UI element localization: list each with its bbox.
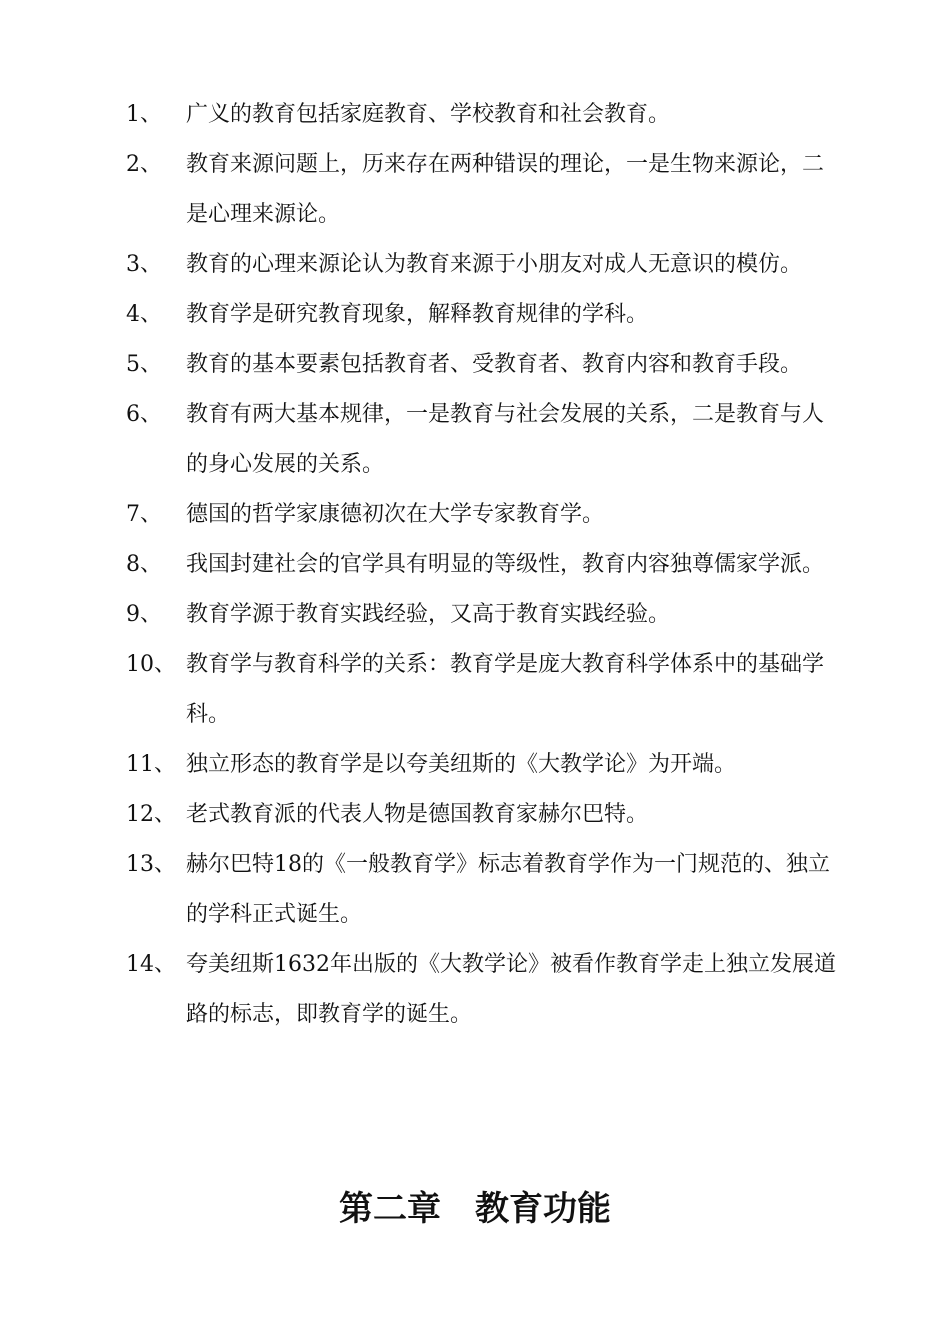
list-item xyxy=(126,590,846,640)
item-text: 教育来源问题上，历来存在两种错误的理论，一是生物来源论，二是心理来源论。 xyxy=(186,152,825,227)
item-text: 教育的心理来源论认为教育来源于小朋友对成人无意识的模仿。 xyxy=(186,252,803,277)
knowledge-point-list xyxy=(126,90,846,1040)
item-number: 5、 xyxy=(126,352,162,377)
item-text: 独立形态的教育学是以夸美纽斯的《大教学论》为开端。 xyxy=(186,752,737,777)
item-number: 8、 xyxy=(126,552,162,577)
item-text: 我国封建社会的官学具有明显的等级性，教育内容独尊儒家学派。 xyxy=(186,552,825,577)
list-item xyxy=(126,340,846,390)
item-number: 3、 xyxy=(126,252,162,277)
list-item xyxy=(126,140,846,240)
list-item xyxy=(126,740,846,790)
item-text: 广义的教育包括家庭教育、学校教育和社会教育。 xyxy=(186,102,671,127)
item-number: 7、 xyxy=(126,502,162,527)
item-text: 教育有两大基本规律，一是教育与社会发展的关系，二是教育与人的身心发展的关系。 xyxy=(186,402,825,477)
item-number: 9、 xyxy=(126,602,162,627)
list-item xyxy=(126,790,846,840)
item-text: 老式教育派的代表人物是德国教育家赫尔巴特。 xyxy=(186,802,649,827)
item-number: 2、 xyxy=(126,152,162,177)
item-number: 6、 xyxy=(126,402,162,427)
item-text: 教育学源于教育实践经验，又高于教育实践经验。 xyxy=(186,602,671,627)
item-number: 14、 xyxy=(126,952,176,977)
item-number: 4、 xyxy=(126,302,162,327)
item-text: 教育学是研究教育现象，解释教育规律的学科。 xyxy=(186,302,649,327)
list-item xyxy=(126,90,846,140)
item-text: 教育学与教育科学的关系：教育学是庞大教育科学体系中的基础学科。 xyxy=(186,652,825,727)
item-number: 1、 xyxy=(126,102,162,127)
list-item xyxy=(126,240,846,290)
list-item xyxy=(126,940,846,1040)
item-text: 教育的基本要素包括教育者、受教育者、教育内容和教育手段。 xyxy=(186,352,803,377)
list-item xyxy=(126,490,846,540)
item-number: 12、 xyxy=(126,802,176,827)
item-text: 夸美纽斯1632年出版的《大教学论》被看作教育学走上独立发展道路的标志，即教育学的诞生。 xyxy=(186,952,836,1027)
chapter-title: 第二章 教育功能 xyxy=(339,1189,611,1229)
list-item xyxy=(126,390,846,490)
item-number: 13、 xyxy=(126,852,176,877)
list-item xyxy=(126,640,846,740)
list-item xyxy=(126,290,846,340)
item-number: 10、 xyxy=(126,652,176,677)
item-text: 德国的哲学家康德初次在大学专家教育学。 xyxy=(186,502,605,527)
list-item xyxy=(126,540,846,590)
item-number: 11、 xyxy=(126,752,176,777)
item-text: 赫尔巴特18的《一般教育学》标志着教育学作为一门规范的、独立的学科正式诞生。 xyxy=(186,852,830,927)
list-item xyxy=(126,840,846,940)
